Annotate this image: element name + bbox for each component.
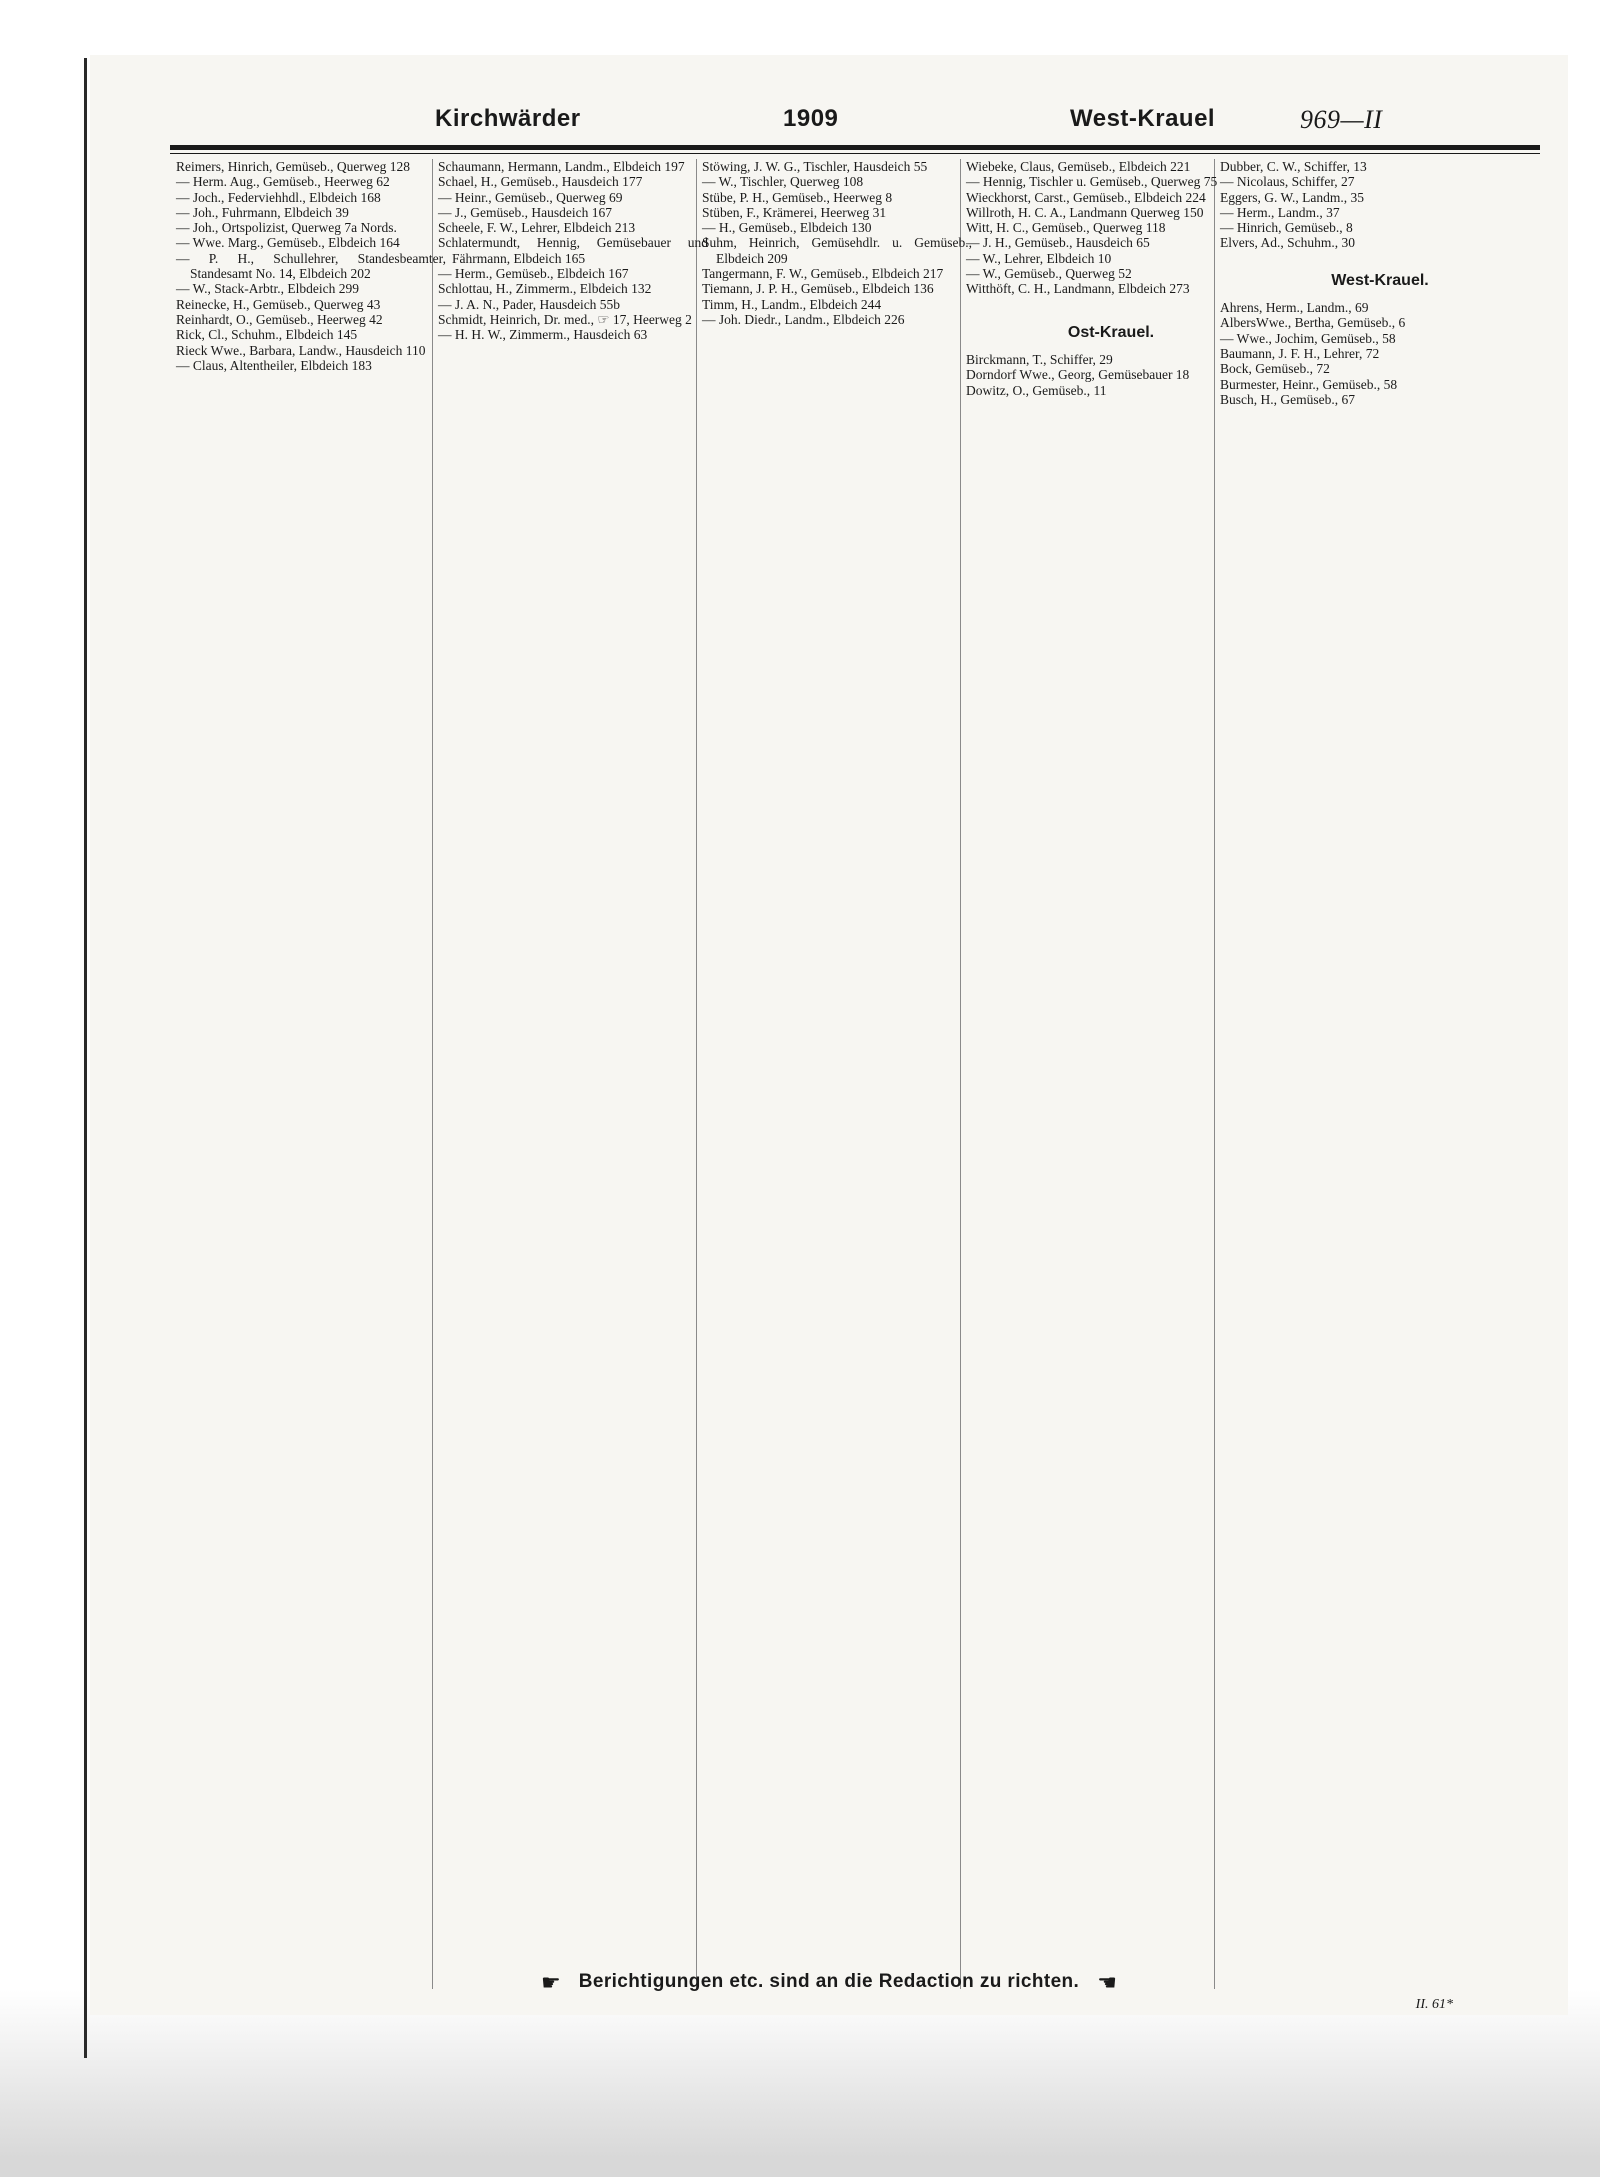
directory-column-3 bbox=[702, 159, 972, 327]
directory-entry: — Herm., Gemüseb., Elbdeich 167 bbox=[438, 266, 629, 282]
directory-entry: Suhm, Heinrich, Gemüsehdlr. u. Gemüseb., Elbdeich 209 bbox=[702, 235, 972, 266]
section-heading-ost-krauel: Ost-Krauel. bbox=[1067, 323, 1155, 341]
directory-entry: — Joh., Fuhrmann, Elbdeich 39 bbox=[176, 204, 349, 220]
directory-entry: Bock, Gemüseb., 72 bbox=[1220, 361, 1330, 377]
directory-entry: Dowitz, O., Gemüseb., 11 bbox=[966, 382, 1107, 398]
directory-entry: Willroth, H. C. A., Landmann Querweg 150 bbox=[966, 204, 1204, 220]
page-footer bbox=[90, 1970, 1568, 2000]
directory-entry: AlbersWwe., Bertha, Gemüseb., 6 bbox=[1220, 315, 1406, 331]
pointing-hand-right-icon: ☛ bbox=[541, 1970, 561, 1995]
directory-entry: Wieckhorst, Carst., Gemüseb., Elbdeich 224 bbox=[966, 189, 1206, 205]
directory-entry: Schael, H., Gemüseb., Hausdeich 177 bbox=[438, 174, 643, 190]
directory-entry: — Heinr., Gemüseb., Querweg 69 bbox=[438, 189, 623, 205]
directory-entry: Schaumann, Hermann, Landm., Elbdeich 197 bbox=[438, 159, 685, 174]
directory-entry: — Wwe. Marg., Gemüseb., Elbdeich 164 bbox=[176, 235, 400, 251]
scan-binding-shadow bbox=[84, 58, 87, 2058]
directory-entry: Stüben, F., Krämerei, Heerweg 31 bbox=[702, 204, 887, 220]
directory-page bbox=[90, 55, 1568, 2015]
directory-entry: — Nicolaus, Schiffer, 27 bbox=[1220, 174, 1355, 190]
directory-entry: Dubber, C. W., Schiffer, 13 bbox=[1220, 159, 1367, 174]
column-divider bbox=[432, 159, 433, 1989]
directory-entry: — H., Gemüseb., Elbdeich 130 bbox=[702, 220, 872, 236]
directory-entry: — Wwe., Jochim, Gemüseb., 58 bbox=[1220, 330, 1396, 346]
scan-bottom-margin bbox=[0, 1990, 1600, 2177]
directory-entry: Baumann, J. F. H., Lehrer, 72 bbox=[1220, 345, 1380, 361]
column-divider bbox=[960, 159, 961, 1989]
header-year: 1909 bbox=[783, 105, 839, 132]
directory-entry: Stöwing, J. W. G., Tischler, Hausdeich 55 bbox=[702, 159, 928, 174]
pointing-hand-left-icon: ☚ bbox=[1097, 1970, 1117, 1995]
directory-entry: — W., Gemüseb., Querweg 52 bbox=[966, 266, 1132, 282]
header-district: Kirchwärder bbox=[435, 105, 581, 132]
directory-entry: — Joh. Diedr., Landm., Elbdeich 226 bbox=[702, 311, 905, 327]
directory-entry: Reinhardt, O., Gemüseb., Heerweg 42 bbox=[176, 311, 383, 327]
directory-entry: Rick, Cl., Schuhm., Elbdeich 145 bbox=[176, 327, 358, 343]
directory-entry: — Joh., Ortspolizist, Querweg 7a Nords. bbox=[176, 220, 397, 236]
header-locality: West-Krauel bbox=[1070, 105, 1216, 132]
directory-entry: — Hennig, Tischler u. Gemüseb., Querweg 75 bbox=[966, 174, 1218, 190]
column-divider bbox=[1214, 159, 1215, 1989]
directory-entry: — H. H. W., Zimmerm., Hausdeich 63 bbox=[438, 327, 648, 343]
directory-entry: Reinecke, H., Gemüseb., Querweg 43 bbox=[176, 296, 381, 312]
directory-column-2 bbox=[438, 159, 708, 343]
directory-entry: Birckmann, T., Schiffer, 29 bbox=[966, 351, 1113, 367]
directory-entry: Busch, H., Gemüseb., 67 bbox=[1220, 391, 1355, 407]
directory-entry: — J., Gemüseb., Hausdeich 167 bbox=[438, 204, 612, 220]
directory-entry: — Joch., Federviehhdl., Elbdeich 168 bbox=[176, 189, 381, 205]
directory-column-4 bbox=[966, 159, 1256, 398]
directory-entry: — Herm. Aug., Gemüseb., Heerweg 62 bbox=[176, 174, 390, 190]
footer-notice: Berichtigungen etc. sind an die Redaction zu richten. bbox=[578, 1971, 1080, 1992]
page-header bbox=[90, 105, 1568, 145]
directory-entry: Wiebeke, Claus, Gemüseb., Elbdeich 221 bbox=[966, 159, 1191, 174]
directory-entry: Dorndorf Wwe., Georg, Gemüsebauer 18 bbox=[966, 367, 1190, 383]
directory-entry: — Hinrich, Gemüseb., 8 bbox=[1220, 220, 1353, 236]
directory-column-5 bbox=[1220, 159, 1540, 407]
directory-entry: — W., Stack-Arbtr., Elbdeich 299 bbox=[176, 281, 359, 297]
directory-entry: Rieck Wwe., Barbara, Landw., Hausdeich 110 bbox=[176, 342, 426, 358]
directory-entry: — P. H., Schullehrer, Standesbeamter, Standesamt No. 14, Elbdeich 202 bbox=[176, 250, 446, 282]
directory-entry: — Herm., Landm., 37 bbox=[1220, 204, 1340, 220]
directory-entry: — Claus, Altentheiler, Elbdeich 183 bbox=[176, 357, 372, 373]
directory-entry: Witt, H. C., Gemüseb., Querweg 118 bbox=[966, 220, 1166, 236]
directory-entry: Schlatermundt, Hennig, Gemüsebauer und Fährmann, Elbdeich 165 bbox=[438, 235, 708, 266]
directory-entry: — J. A. N., Pader, Hausdeich 55b bbox=[438, 296, 621, 312]
directory-entry: Elvers, Ad., Schuhm., 30 bbox=[1220, 235, 1355, 251]
directory-entry: Tangermann, F. W., Gemüseb., Elbdeich 217 bbox=[702, 266, 944, 282]
directory-entry: Burmester, Heinr., Gemüseb., 58 bbox=[1220, 376, 1398, 392]
header-rule-thin bbox=[170, 153, 1540, 154]
directory-entry: — W., Tischler, Querweg 108 bbox=[702, 174, 864, 190]
directory-entry: Witthöft, C. H., Landmann, Elbdeich 273 bbox=[966, 281, 1190, 297]
print-code: II. 61* bbox=[1415, 1997, 1453, 2012]
directory-entry: Ahrens, Herm., Landm., 69 bbox=[1220, 300, 1369, 316]
directory-entry: Tiemann, J. P. H., Gemüseb., Elbdeich 136 bbox=[702, 281, 934, 297]
directory-entry: Timm, H., Landm., Elbdeich 244 bbox=[702, 296, 882, 312]
directory-entry: Schmidt, Heinrich, Dr. med., ☞ 17, Heerweg 2 bbox=[438, 311, 692, 327]
directory-entry: Stübe, P. H., Gemüseb., Heerweg 8 bbox=[702, 189, 893, 205]
column-divider bbox=[696, 159, 697, 1989]
header-rule-thick bbox=[170, 145, 1540, 150]
section-heading-west-krauel: West-Krauel. bbox=[1331, 271, 1429, 289]
directory-column-1 bbox=[176, 159, 446, 373]
directory-entry: — W., Lehrer, Elbdeich 10 bbox=[966, 250, 1112, 266]
directory-entry: Reimers, Hinrich, Gemüseb., Querweg 128 bbox=[176, 159, 410, 174]
directory-entry: Scheele, F. W., Lehrer, Elbdeich 213 bbox=[438, 220, 636, 236]
header-page-number: 969—II bbox=[1300, 105, 1383, 134]
directory-entry: Eggers, G. W., Landm., 35 bbox=[1220, 189, 1364, 205]
scan-margin bbox=[0, 0, 90, 2177]
directory-entry: Schlottau, H., Zimmerm., Elbdeich 132 bbox=[438, 281, 652, 297]
directory-entry: — J. H., Gemüseb., Hausdeich 65 bbox=[966, 235, 1150, 251]
